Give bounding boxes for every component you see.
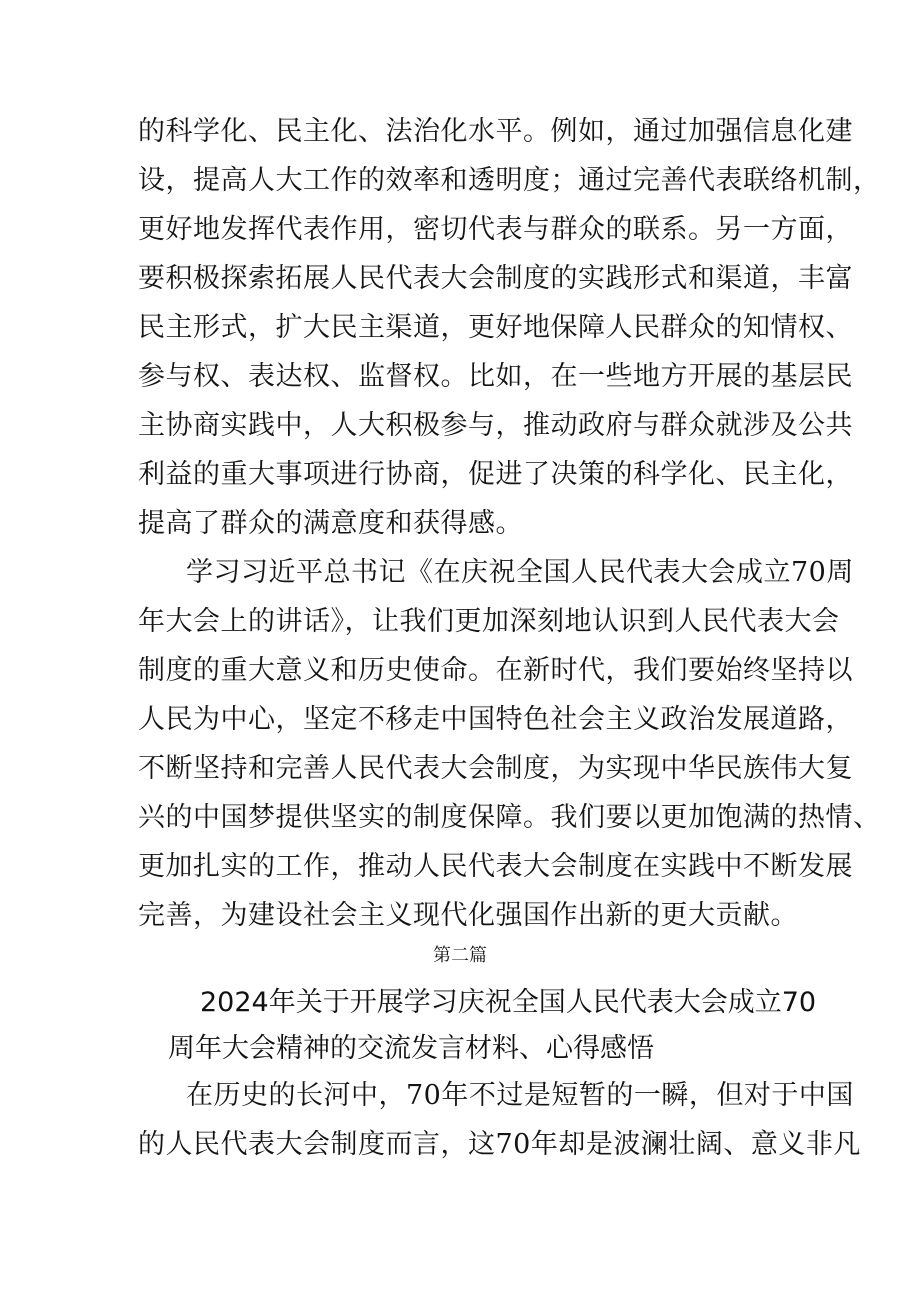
title-line-2: 周年大会精神的交流发言材料、心得感悟 — [168, 1033, 654, 1064]
paragraph-1-line-6: 参与权、表达权、监督权。比如，在一些地方开展的基层民 — [138, 361, 853, 392]
paragraph-3-line-2: 的人民代表大会制度而言，这70年却是波澜壮阔、意义非凡 — [138, 1129, 861, 1160]
paragraph-1-line-4: 要积极探索拓展人民代表大会制度的实践形式和渠道，丰富 — [138, 263, 853, 294]
paragraph-1-line-9: 提高了群众的满意度和获得感。 — [138, 508, 523, 539]
paragraph-2-line-7: 更加扎实的工作，推动人民代表大会制度在实践中不断发展 — [138, 851, 853, 882]
title-line-1: 2024年关于开展学习庆祝全国人民代表大会成立70 — [200, 987, 817, 1018]
section-label: 第二篇 — [433, 945, 487, 966]
paragraph-1-line-1: 的科学化、民主化、法治化水平。例如，通过加强信息化建 — [138, 116, 853, 147]
paragraph-1-line-5: 民主形式，扩大民主渠道，更好地保障人民群众的知情权、 — [138, 312, 853, 343]
paragraph-2-line-2: 年大会上的讲话》，让我们更加深刻地认识到人民代表大会 — [138, 606, 840, 637]
paragraph-2-line-6: 兴的中国梦提供坚实的制度保障。我们要以更加饱满的热情、 — [138, 802, 881, 833]
paragraph-1-line-3: 更好地发挥代表作用，密切代表与群众的联系。另一方面， — [138, 214, 853, 245]
paragraph-1-line-8: 利益的重大事项进行协商，促进了决策的科学化、民主化， — [138, 459, 853, 490]
paragraph-2-line-3: 制度的重大意义和历史使命。在新时代，我们要始终坚持以 — [138, 655, 853, 686]
paragraph-2-line-8: 完善，为建设社会主义现代化强国作出新的更大贡献。 — [138, 900, 798, 931]
paragraph-2-line-4: 人民为中心，坚定不移走中国特色社会主义政治发展道路， — [138, 704, 853, 735]
paragraph-3-line-1: 在历史的长河中，70年不过是短暂的一瞬，但对于中国 — [186, 1080, 854, 1111]
paragraph-2-line-5: 不断坚持和完善人民代表大会制度，为实现中华民族伟大复 — [138, 753, 853, 784]
paragraph-2-line-1: 学习习近平总书记《在庆祝全国人民代表大会成立70周 — [186, 557, 854, 588]
paragraph-1-line-2: 设，提高人大工作的效率和透明度；通过完善代表联络机制， — [138, 165, 881, 196]
paragraph-1-line-7: 主协商实践中，人大积极参与，推动政府与群众就涉及公共 — [138, 410, 853, 441]
